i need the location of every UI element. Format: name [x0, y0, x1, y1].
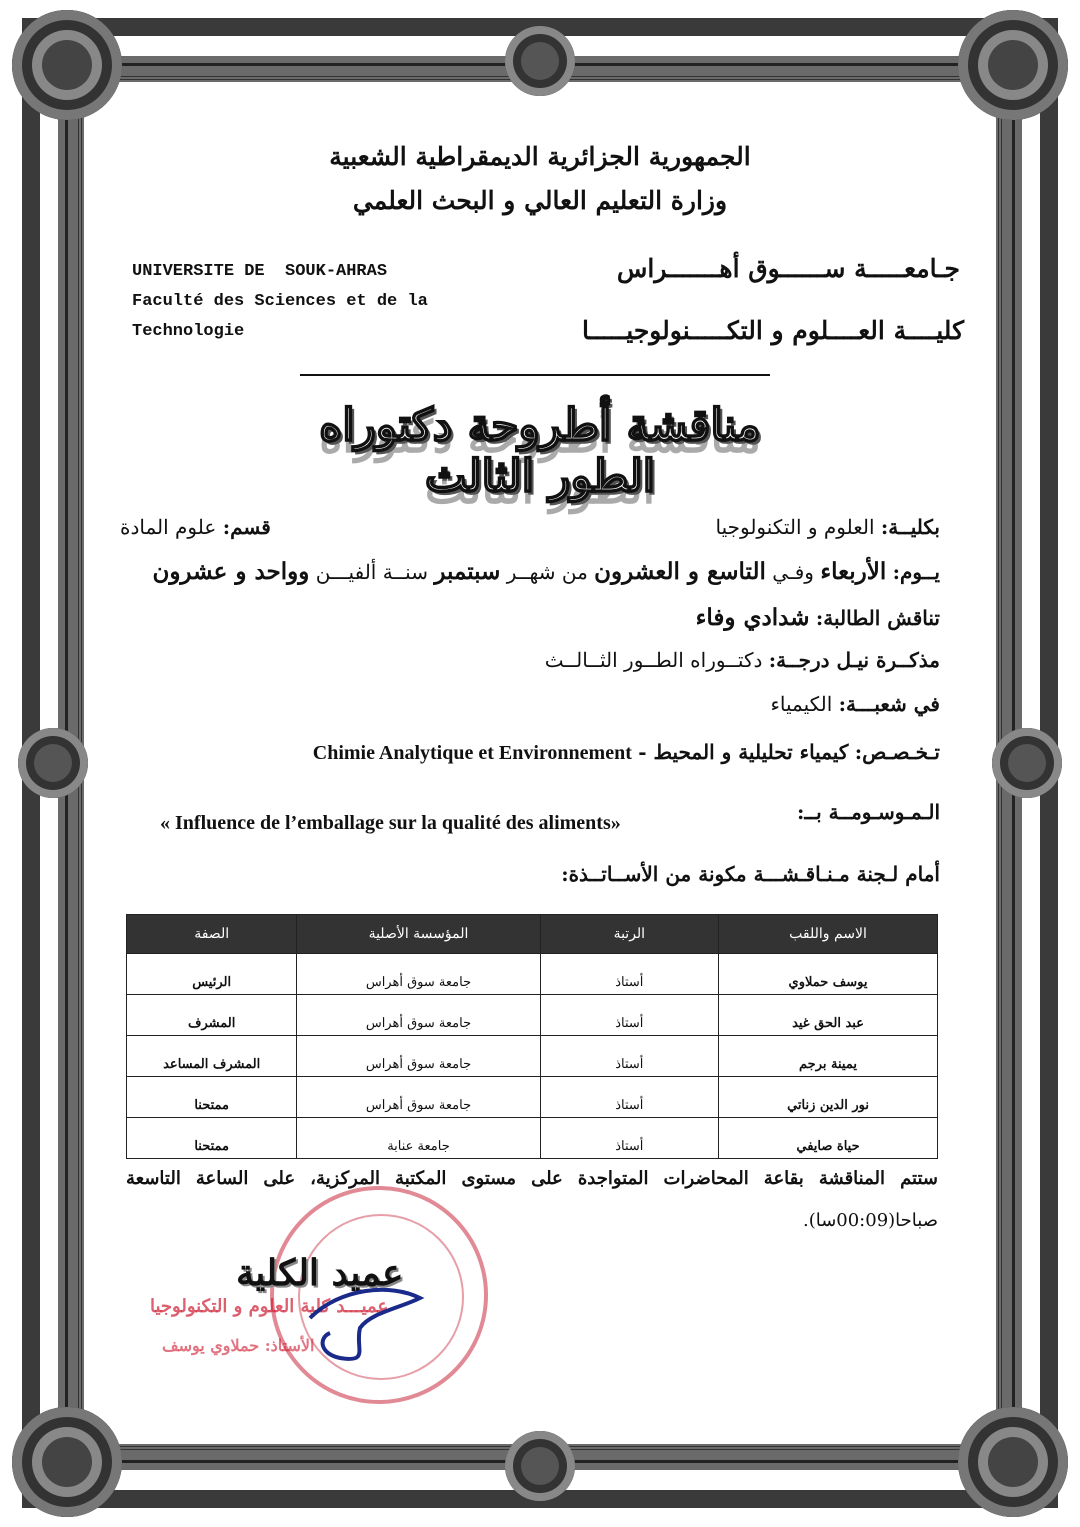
- jury-role: ممتحنا: [127, 1118, 297, 1159]
- border-ornament-icon: [18, 728, 88, 798]
- thesis-degree-value: دكتــوراه الطــور الثــالــث: [544, 648, 763, 672]
- day-value: الأربعاء: [820, 558, 887, 585]
- border-ornament-icon: [992, 728, 1062, 798]
- stamp-text-name: الأستاذ: حملاوي يوسف: [162, 1336, 315, 1355]
- corner-ornament-icon: [958, 1407, 1068, 1517]
- jury-table: [126, 914, 938, 1159]
- corner-ornament-icon: [958, 10, 1068, 120]
- date-value: التاسع و العشرون: [594, 558, 766, 585]
- jury-name: يمينة برجم: [719, 1036, 938, 1077]
- student-name: شدادي وفاء: [695, 604, 810, 631]
- table-row: [127, 1077, 938, 1118]
- student-line: [696, 604, 940, 631]
- jury-rank: أستاذ: [540, 1077, 718, 1118]
- jury-institution: جامعة سوق أهراس: [297, 1077, 540, 1118]
- year-label: سنــة ألفيـــن: [315, 560, 428, 584]
- column-header-name: الاسم واللقب: [719, 915, 938, 954]
- thesis-title: « Influence de l’emballage sur la qualité des aliments»: [160, 812, 621, 834]
- dean-title: عميد الكلية: [236, 1252, 404, 1294]
- day-label: يــوم:: [892, 560, 940, 584]
- branch-value: الكيمياء: [770, 692, 833, 716]
- faculty-line: [120, 515, 940, 539]
- corner-ornament-icon: [12, 1407, 122, 1517]
- jury-role: المشرف المساعد: [127, 1036, 297, 1077]
- jury-institution: جامعة سوق أهراس: [297, 1036, 540, 1077]
- department-label: قسم:: [222, 515, 271, 539]
- thesis-degree-line: [545, 648, 940, 672]
- column-header-institution: المؤسسة الأصلية: [297, 915, 540, 954]
- faculty-value: العلوم و التكنولوجيا: [715, 515, 875, 539]
- university-name-ar: جـامعـــــة ســــــوق أهـــــــراس: [616, 254, 960, 283]
- border-ornament-icon: [505, 1431, 575, 1501]
- university-name-fr: UNIVERSITE DE SOUK-AHRAS: [132, 262, 388, 281]
- table-row: [127, 1036, 938, 1077]
- branch-label: في شعبـــة:: [838, 692, 940, 716]
- jury-rank: أستاذ: [540, 954, 718, 995]
- committee-label: أمام لـجنة مـنـاقـشـــة مكونة من الأســاتــذة:: [561, 862, 940, 886]
- date-connector: وفـي: [772, 560, 814, 584]
- republic-heading: الجمهورية الجزائرية الديمقراطية الشعبية: [329, 142, 751, 171]
- header-divider: [300, 374, 770, 376]
- jury-role: الرئيس: [127, 954, 297, 995]
- student-label: تناقش الطالبة:: [815, 606, 940, 630]
- thesis-title-label: الـمـوسـومــة بــ:: [797, 800, 940, 824]
- border-ornament-icon: [505, 26, 575, 96]
- faculty-name-fr-line1: Faculté des Sciences et de la: [132, 292, 428, 311]
- table-row: [127, 995, 938, 1036]
- month-label: من شهــر: [506, 560, 588, 584]
- year-value: وواحد و عشرون: [152, 558, 310, 585]
- jury-name: عبد الحق غيد: [719, 995, 938, 1036]
- table-row: [127, 1118, 938, 1159]
- signature-icon: [300, 1278, 440, 1368]
- defense-location-text: ستتم المناقشة بقاعة المحاضرات المتواجدة على مستوى المكتبة المركزية، على الساعة التاسعة: [126, 1168, 938, 1189]
- jury-role: ممتحنا: [127, 1077, 297, 1118]
- thesis-degree-label: مذكــرة نيـل درجــة:: [768, 648, 940, 672]
- defense-time-text: صباحا(00:09سا).: [802, 1210, 938, 1231]
- jury-name: يوسف حملاوي: [719, 954, 938, 995]
- jury-institution: جامعة عنابة: [297, 1118, 540, 1159]
- specialty-value-ar: كيمياء تحليلية و المحيط -: [638, 740, 849, 764]
- faculty-name-fr-line2: Technologie: [132, 322, 245, 341]
- thesis-title-line: [120, 800, 940, 834]
- month-value: سبتمبر: [434, 558, 501, 585]
- jury-rank: أستاذ: [540, 1118, 718, 1159]
- jury-name: نور الدين زناتي: [719, 1077, 938, 1118]
- jury-name: حياة صايفي: [719, 1118, 938, 1159]
- department-value: علوم المادة: [120, 515, 217, 539]
- column-header-rank: الرتبة: [540, 915, 718, 954]
- specialty-label: تـخـصـص:: [854, 740, 940, 764]
- ministry-heading: وزارة التعليم العالي و البحث العلمي: [352, 186, 728, 215]
- faculty-name-ar: كليــــة العــــلوم و التكـــــنولوجيـــــا: [582, 316, 964, 345]
- column-header-role: الصفة: [127, 915, 297, 954]
- jury-rank: أستاذ: [540, 995, 718, 1036]
- table-row: [127, 954, 938, 995]
- jury-rank: أستاذ: [540, 1036, 718, 1077]
- date-line: [120, 558, 940, 585]
- specialty-line: [120, 740, 940, 765]
- corner-ornament-icon: [12, 10, 122, 120]
- faculty-label: بكليــة:: [880, 515, 940, 539]
- jury-institution: جامعة سوق أهراس: [297, 995, 540, 1036]
- jury-institution: جامعة سوق أهراس: [297, 954, 540, 995]
- document-title: مناقشة أطروحة دكتوراه الطور الثالث: [319, 400, 761, 502]
- jury-role: المشرف: [127, 995, 297, 1036]
- table-header-row: [127, 915, 938, 954]
- specialty-value-fr: Chimie Analytique et Environnement: [312, 742, 632, 764]
- stamp-text-dean: عميـــد كلية العلوم و التكنولوجيا: [150, 1296, 389, 1317]
- branch-line: [770, 692, 940, 716]
